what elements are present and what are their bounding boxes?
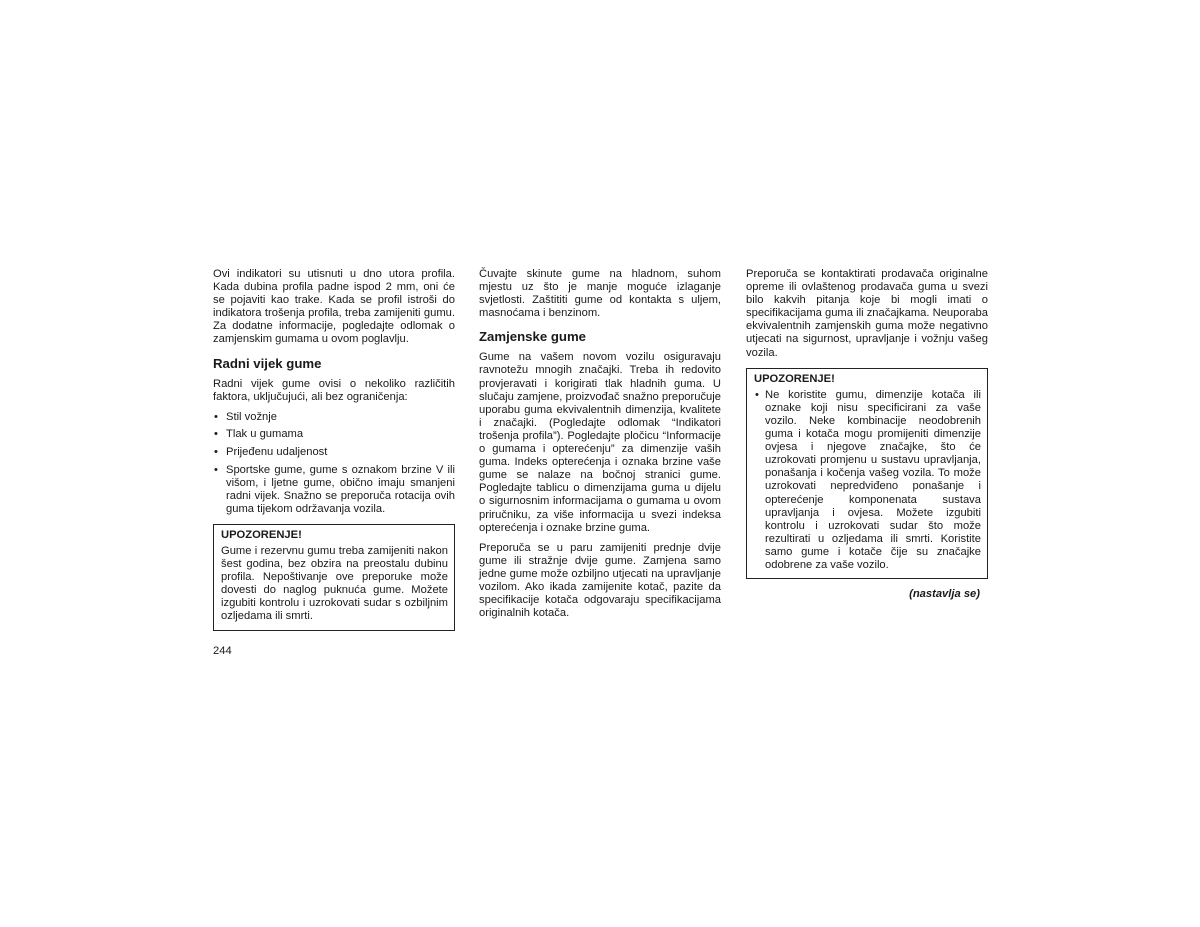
warning-text: Gume i rezervnu gumu treba zamijeniti nakon šest godina, bez obzira na preostalu dubinu profila. Nepoštivanje ove preporuke može dovesti do naglog puknuća gume. Možete izgubiti kontrolu i uzrokovati sudar s ozbiljnim ozljedama ili smrti. bbox=[221, 545, 448, 623]
list-item: • Tlak u gumama bbox=[213, 428, 455, 441]
column-left bbox=[213, 268, 455, 631]
list-item: • Stil vožnje bbox=[213, 411, 455, 424]
tire-life-factors-list bbox=[213, 411, 455, 516]
column-middle bbox=[479, 268, 721, 627]
replacement-paragraph-2: Preporuča se u paru zamijeniti prednje dvije gume ili stražnje dvije gume. Zamjena samo jedne gume može ozbiljno utjecati na upravljanje vozilom. Ako ikada zamijenite kotač, pazite da specifikacije kotača odgovaraju specifikacijama originalnih kotača. bbox=[479, 541, 721, 620]
warning-box bbox=[746, 368, 988, 579]
list-item: • Prijeđenu udaljenost bbox=[213, 446, 455, 459]
column-right bbox=[746, 268, 988, 601]
storage-paragraph: Čuvajte skinute gume na hladnom, suhom mjestu uz što je manje moguće izlaganje svjetlosti. Zaštititi gume od kontakta s uljem, masnoćama i benzinom. bbox=[479, 268, 721, 320]
warning-list bbox=[754, 389, 981, 572]
warning-title: UPOZORENJE! bbox=[221, 528, 302, 541]
dealer-paragraph: Preporuča se kontaktirati prodavača originalne opreme ili ovlaštenog prodavača guma u svezi bilo kakvih pitanja koje bi mogli imati o specifikacijama guma ili značajkama. Neuporaba ekvivalentnih zamjenskih guma može negativno utjecati na sigurnost, upravljanje i vožnju vašeg vozila. bbox=[746, 268, 988, 359]
tire-life-paragraph: Radni vijek gume ovisi o nekoliko različitih faktora, uključujući, ali bez ograničenja: bbox=[213, 377, 455, 403]
warning-title: UPOZORENJE! bbox=[754, 372, 835, 385]
warning-box bbox=[213, 524, 455, 631]
intro-paragraph: Ovi indikatori su utisnuti u dno utora profila. Kada dubina profila padne ispod 2 mm, oni će se pojaviti kao trake. Kada se profil istroši do indikatora trošenja profila, treba zamijeniti gumu. Za dodatne informacije, pogledajte odlomak o zamjenskim gumama u ovom poglavlju. bbox=[213, 268, 455, 346]
section-heading-replacement-tires: Zamjenske gume bbox=[479, 329, 587, 345]
replacement-paragraph-1: Gume na vašem novom vozilu osiguravaju ravnotežu mnogih značajki. Treba ih redovito provjeravati i korigirati tlak hladnih guma. U slučaju zamjene, proizvođač snažno preporučuje uporabu guma ekvivalentnih dimenzija, kvalitete i značajki. (Pogledajte odlomak “Indikatori trošenja profila”). Pogledajte pločicu “Informacije o gumama i opterećenju” za dimenzije vaših guma. Indeks opterećenja i oznaka brzine vaše gume se nalaze na bočnoj stranici gume. Pogledajte tablicu o dimenzijama guma u dijelu o sigurnosnim informacijama o gumama u ovom priručniku, za više informacija u svezi indeksa opterećenja i oznake brzine guma. bbox=[479, 351, 721, 534]
warning-list-item: • Ne koristite gumu, dimenzije kotača ili oznake koji nisu specificirani za vaše vozilo. Neke kombinacije neodobrenih guma i kotača mogu promijeniti dimenzije ovjesa i njegove značajke, što će uzrokovati promjenu u sustavu upravljanja, ponašanja i kočenja vašeg vozila. To može uzrokovati nepredviđeno ponašanje i opterećenje komponenata sustava upravljanja i ovjesa. Možete izgubiti kontrolu i uzrokovati sudar što može rezultirati u ozljedama ili smrti. Koristite samo gume i kotače čije su značajke odobrene za vaše vozilo. bbox=[754, 389, 981, 572]
continued-note: (nastavlja se) bbox=[909, 588, 980, 601]
section-heading-tire-life: Radni vijek gume bbox=[213, 355, 322, 371]
list-item: • Sportske gume, gume s oznakom brzine V ili višom, i ljetne gume, obično imaju smanjeni radni vijek. Snažno se preporuča rotacija ovih guma tijekom održavanja vozila. bbox=[213, 464, 455, 516]
page-number: 244 bbox=[213, 645, 232, 657]
